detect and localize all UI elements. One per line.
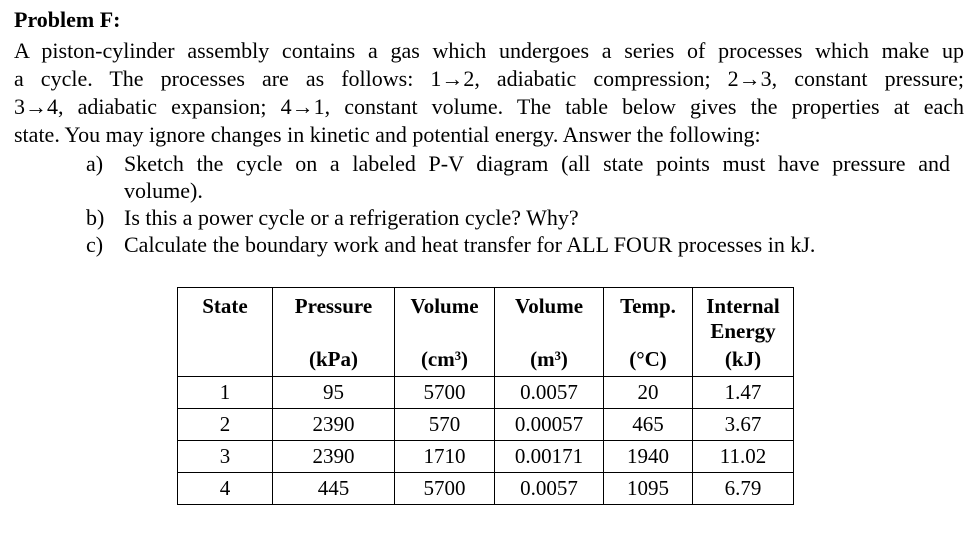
problem-title: Problem F: (14, 7, 121, 32)
cell-volume-cm3: 570 (395, 409, 495, 441)
column-header-volume-m3: Volume (m³) (495, 288, 604, 377)
cell-volume-cm3: 1710 (395, 441, 495, 473)
question-label: c) (86, 232, 104, 257)
cell-internal-energy: 1.47 (693, 377, 794, 409)
cell-state: 1 (178, 377, 273, 409)
statement-line: state. You may ignore changes in kinetic and potential energy. Answer the following: (14, 122, 761, 147)
table-header-row (178, 288, 794, 377)
column-header-volume-cm3: Volume (cm³) (395, 288, 495, 377)
unit-label: (kJ) (724, 347, 762, 371)
cell-internal-energy: 6.79 (693, 473, 794, 505)
unit-label: (cm³) (420, 347, 469, 371)
cell-temperature: 465 (604, 409, 693, 441)
statement-line: A piston-cylinder assembly contains a gas which undergoes a series of processes which make up (14, 38, 964, 63)
cell-pressure: 2390 (273, 441, 395, 473)
cell-state: 2 (178, 409, 273, 441)
unit-label: (kPa) (309, 347, 358, 371)
cell-temperature: 1095 (604, 473, 693, 505)
statement-line: a cycle. The processes are as follows: 1→2, adiabatic compression; 2→3, constant pressure; (14, 66, 964, 91)
column-header-state: State (178, 288, 273, 377)
column-header-temperature: Temp. (°C) (604, 288, 693, 377)
statement-line: 3→4, adiabatic expansion; 4→1, constant volume. The table below gives the properties at each (14, 94, 964, 119)
cell-pressure: 2390 (273, 409, 395, 441)
table-row (178, 441, 794, 473)
cell-temperature: 20 (604, 377, 693, 409)
table-row (178, 409, 794, 441)
cell-state: 3 (178, 441, 273, 473)
question-text-cont: volume). (124, 178, 203, 203)
problem-statement (14, 37, 964, 149)
question-text: Sketch the cycle on a labeled P-V diagram (all state points must have pressure and (124, 151, 950, 176)
state-properties-table (177, 287, 794, 505)
question-text: Calculate the boundary work and heat transfer for ALL FOUR processes in kJ. (124, 232, 816, 257)
cell-internal-energy: 11.02 (693, 441, 794, 473)
cell-volume-m3: 0.00171 (495, 441, 604, 473)
question-label: b) (86, 205, 105, 230)
question-text: Is this a power cycle or a refrigeration cycle? Why? (124, 205, 579, 230)
cell-volume-m3: 0.0057 (495, 377, 604, 409)
unit-label: (°C) (629, 347, 667, 371)
column-header-pressure: Pressure (kPa) (273, 288, 395, 377)
cell-volume-cm3: 5700 (395, 377, 495, 409)
cell-volume-m3: 0.00057 (495, 409, 604, 441)
question-a (86, 150, 950, 204)
cell-temperature: 1940 (604, 441, 693, 473)
question-b (86, 204, 950, 231)
cell-pressure: 445 (273, 473, 395, 505)
cell-volume-cm3: 5700 (395, 473, 495, 505)
unit-label: (m³) (530, 347, 568, 371)
table-row (178, 473, 794, 505)
cell-pressure: 95 (273, 377, 395, 409)
cell-state: 4 (178, 473, 273, 505)
table-row (178, 377, 794, 409)
cell-internal-energy: 3.67 (693, 409, 794, 441)
column-header-internal-energy: Internal Energy (kJ) (693, 288, 794, 377)
question-label: a) (86, 151, 104, 176)
question-c (86, 231, 950, 258)
question-list (86, 150, 950, 258)
cell-volume-m3: 0.0057 (495, 473, 604, 505)
